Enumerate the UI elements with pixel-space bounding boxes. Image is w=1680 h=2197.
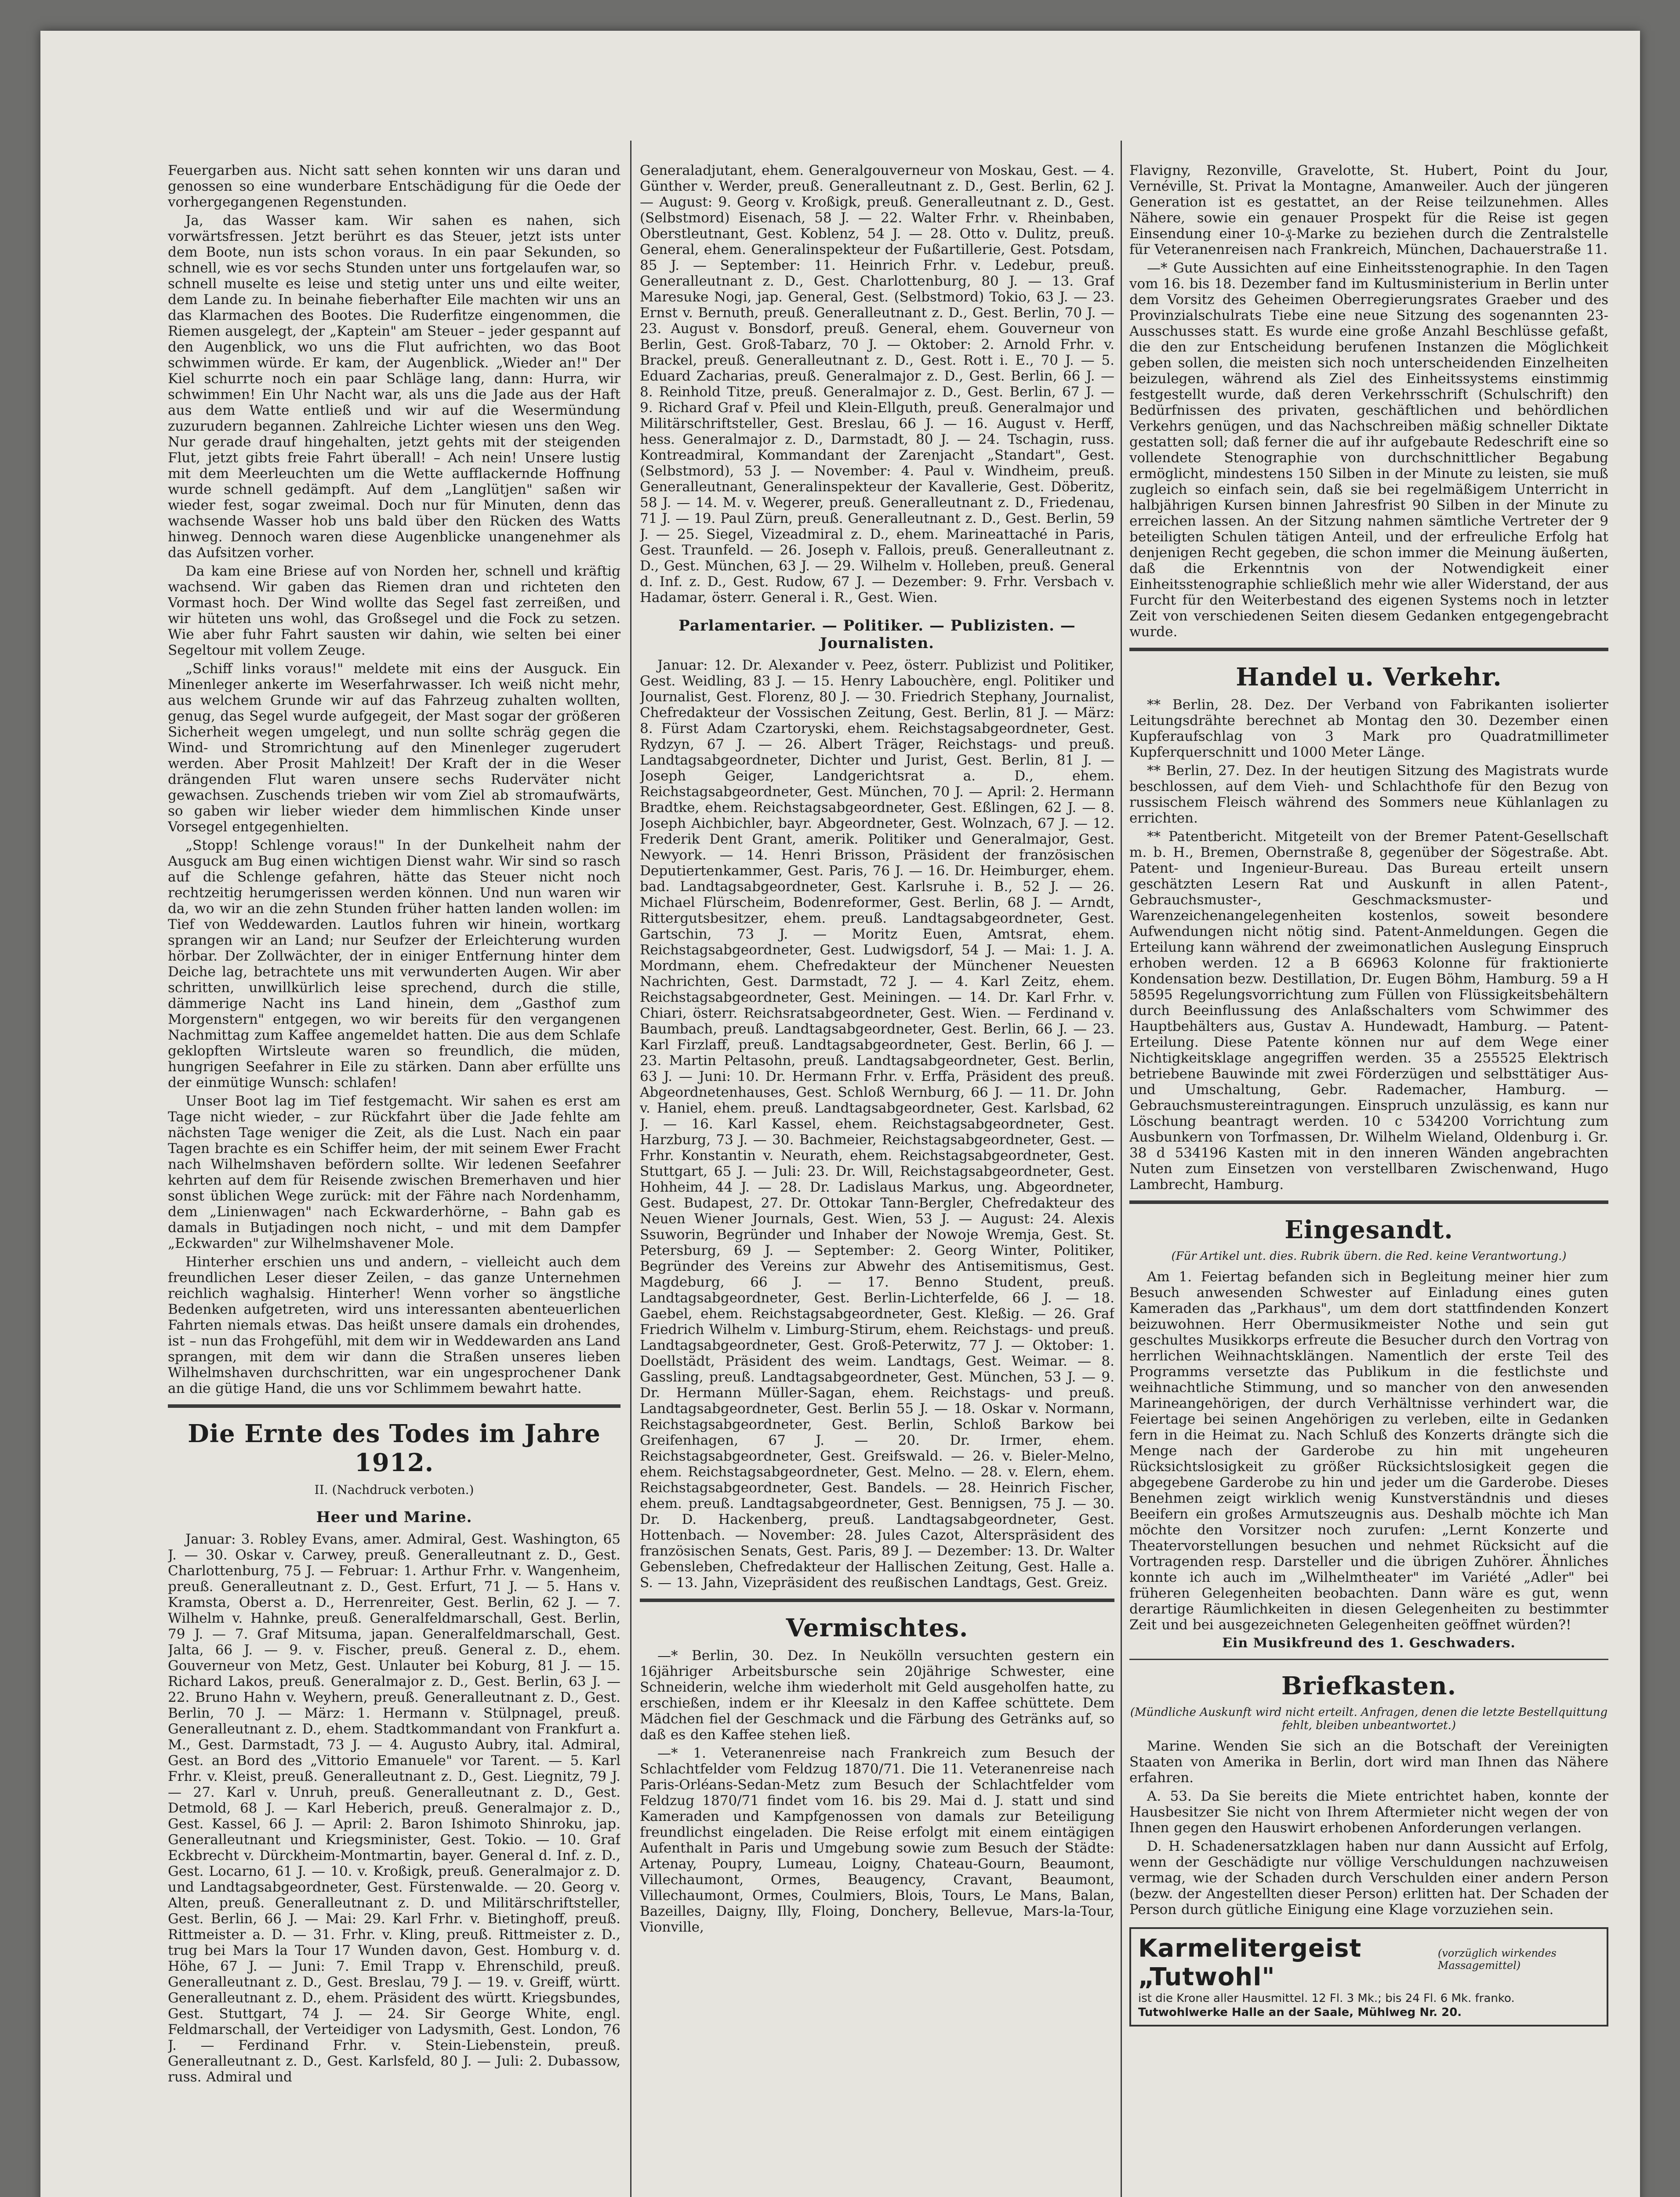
subsection-heading: Heer und Marine. (316, 1508, 472, 1526)
ad-tagline: (vorzüglich wirkendes Massagemittel) (1437, 1947, 1557, 1972)
section-heading: Eingesandt. (1284, 1215, 1453, 1244)
section-heading: Vermischtes. (786, 1613, 969, 1642)
paragraph: ** Berlin, 28. Dez. Der Verband von Fabrikanten isolierter Leitungsdrähte berechnet ab Montag den 30. Dezember einen Kupferaufschlag von 3 Mark pro Quadratmillimeter Kupferquerschnitt und 1000 Meter Länge. (1129, 697, 1608, 760)
column-2 (640, 163, 1114, 2197)
section-divider (640, 1599, 1114, 1602)
paragraph: Hinterher erschien uns und andern, – vielleicht auch dem freundlichen Leser dieser Zeilen, – das ganze Unternehmen reichlich waghalsig. Hinterher! Wenn vorher so ängstliche Bedenken aufgetreten, wird uns interessanten abenteuerlichen Fahrten niemals etwas. Das heißt unsere damals ein drohendes, ist – nun das Frohgefühl, mit dem wir in Weddewarden ans Land sprangen, mit dem wir dann die Straßen unseres lieben Wilhelmshaven durchschritten, war ein ungesprochener Dank an die gütige Hand, die uns vor Schlimmem bewahrt hatte. (168, 1254, 620, 1396)
paragraph: „Stopp! Schlenge voraus!" In der Dunkelheit nahm der Ausguck am Bug einen wichtigen Dienst wahr. Wir sind so rasch auf die Schlenge gefahren, hätte das Steuer nicht noch rechtzeitig herumgerissen werden können. Und nun waren wir da, wo wir an die zehn Stunden früher hatten landen wollen: im Tief von Weddewarden. Lautlos fuhren wir hinein, wortkarg sprangen wir an Land; nur Seufzer der Erleichterung wurden hörbar. Der Zollwächter, der in einiger Entfernung hinter dem Deiche lag, betrachtete uns mit verwunderten Augen. Wir aber schritten, unwillkürlich leise sprechend, durch die stille, dämmerige Nacht ins Land hinein, dem „Gasthof zum Morgenstern" entgegen, wo wir bereits für den vergangenen Nachmittag zum Kaffee angemeldet hatten. Die aus dem Schlafe geklopften Wirtsleute waren so freundlich, die müden, hungrigen Seefahrer in Eile zu stärken. Dann aber erfüllte uns der einmütige Wunsch: schlafen! (168, 837, 620, 1091)
paragraph: Januar: 3. Robley Evans, amer. Admiral, Gest. Washington, 65 J. — 30. Oskar v. Carwey, preuß. Generalleutnant z. D., Gest. Charlottenburg, 75 J. — Februar: 1. Arthur Frhr. v. Wangenheim, preuß. Generalleutnant z. D., Gest. Erfurt, 71 J. — 5. Hans v. Kramsta, Oberst a. D., Herrenreiter, Gest. Berlin, 62 J. — 7. Wilhelm v. Hahnke, preuß. Generalfeldmarschall, Gest. Berlin, 79 J. — 7. Graf Mitsuma, japan. Generalfeldmarschall, Gest. Jalta, 66 J. — 9. v. Fischer, preuß. General z. D., ehem. Gouverneur von Metz, Gest. Unlauter bei Koburg, 81 J. — 15. Richard Lakos, preuß. Generalmajor z. D., Gest. Berlin, 63 J. — 22. Bruno Hahn v. Weyhern, preuß. Generalleutnant z. D., Gest. Berlin, 70 J. — März: 1. Hermann v. Stülpnagel, preuß. Generalleutnant z. D., ehem. Stadtkommandant von Frankfurt a. M., Gest. Darmstadt, 73 J. — 4. Augusto Aubry, ital. Admiral, Gest. an Bord des „Vittorio Emanuele" vor Tarent. — 5. Karl Frhr. v. Kleist, preuß. Generalleutnant z. D., Gest. Liegnitz, 79 J. — 27. Karl v. Unruh, preuß. Generalleutnant z. D., Gest. Detmold, 68 J. — Karl Heberich, preuß. Generalmajor z. D., Gest. Kassel, 66 J. — April: 2. Baron Ishimoto Shinroku, jap. Generalleutnant und Kriegsminister, Gest. Tokio. — 10. Graf Eckbrecht v. Dürckheim-Montmartin, bayer. General d. Inf. z. D., Gest. Locarno, 61 J. — 10. v. Kroßigk, preuß. Generalmajor z. D. und Landtagsabgeordneter, Gest. Fürstenwalde. — 20. Georg v. Alten, preuß. Generalleutnant z. D. und Militärschriftsteller, Gest. Berlin, 66 J. — Mai: 29. Karl Frhr. v. Bietinghoff, preuß. Rittmeister a. D. — 31. Frhr. v. Kling, preuß. Rittmeister z. D., trug bei Mars la Tour 17 Wunden davon, Gest. Homburg v. d. Höhe, 67 J. — Juni: 7. Emil Trapp v. Ehrenschild, preuß. Generalleutnant z. D., Gest. Breslau, 79 J. — 19. v. Greiff, württ. Generalleutnant z. D., ehem. Präsident des württ. Kriegsbundes, Gest. Stuttgart, 74 J. — 24. Sir George White, engl. Feldmarschall, der Verteidiger von Ladysmith, Gest. London, 76 J. — Ferdinand Frhr. v. Stein-Liebenstein, preuß. Generalleutnant z. D., Gest. Karlsfeld, 80 J. — Juli: 2. Dubassow, russ. Admiral und (168, 1531, 620, 2085)
signature: Ein Musikfreund des 1. Geschwaders. (1222, 1635, 1516, 1651)
paragraph: Da kam eine Briese auf von Norden her, schnell und kräftig wachsend. Wir gaben das Riemen dran und richteten den Vormast hoch. Der Wind wollte das Segel fast zerreißen, und wir hüteten uns wohl, das Großsegel und die Fock zu setzen. Wie aber fuhr Fahrt sausten wir dahin, wie selten bei einer Segeltour mit vollem Zeuge. (168, 563, 620, 658)
section-divider (1129, 1659, 1608, 1660)
paragraph: —* 1. Veteranenreise nach Frankreich zum Besuch der Schlachtfelder vom Feldzug 1870/71. Die 11. Veteranenreise nach Paris-Orléans-Sedan-Metz zum Besuch der Schlachtfelder vom Feldzug 1870/71 findet vom 16. bis 29. Mai d. J. statt und sind Kameraden und Kampfgenossen von damals zur Beteiligung freundlichst eingeladen. Die Reise erfolgt mit einem eintägigen Aufenthalt in Paris und Umgebung sowie zum Besuch der Städte: Artenay, Poupry, Lumeau, Loigny, Chateau-Gourn, Beaumont, Villechaumont, Ormes, Beaugency, Cravant, Beaumont, Villechaumont, Ormes, Coulmiers, Blois, Tours, Le Mans, Balan, Bazeilles, Daigny, Illy, Floing, Donchery, Bellevue, Mars-la-Tour, Vionville, (640, 1745, 1114, 1935)
column-rule (630, 141, 631, 2197)
paragraph: D. H. Schadenersatzklagen haben nur dann Aussicht auf Erfolg, wenn der Geschädigte nur völlige Verschuldungen nachzuweisen vermag, wie der Schaden durch Verschulden einer andern Person (bezw. der Angestellten dieser Person) erlitten hat. Der Schaden der Person durch gütliche Einigung eine Klage vorzuziehen sein. (1129, 1838, 1608, 1918)
section-note: (Mündliche Auskunft wird nicht erteilt. Anfragen, denen die letzte Bestellquittung fehlt, bleiben unbeantwortet.) (1130, 1706, 1608, 1732)
paragraph: Marine. Wenden Sie sich an die Botschaft der Vereinigten Staaten von Amerika in Berlin, dort wird man Ihnen das Nähere erfahren. (1129, 1738, 1608, 1786)
section-heading: Briefkasten. (1281, 1671, 1457, 1700)
subsection-heading: Parlamentarier. — Politiker. — Publizisten. — Journalisten. (679, 617, 1076, 652)
paragraph: Feuergarben aus. Nicht satt sehen konnten wir uns daran und genossen so eine wunderbare Entschädigung für die Oede der vorhergegangenen Regenstunden. (168, 163, 620, 210)
paragraph: Ja, das Wasser kam. Wir sahen es nahen, sich vorwärtsfressen. Jetzt berührt es das Steuer, jetzt ists unter dem Boote, nun ists schon voraus. In ein paar Sekunden, so schnell, wie es vor sechs Stunden unter uns fortgelaufen war, so schnell muselte es leise und stetig unter uns und eilte weiter, dem Lande zu. In beinahe fieberhafter Eile machten wir uns an das Klarmachen des Bootes. Die Ruderfitze eingenommen, die Riemen ausgelegt, der „Kaptein" am Steuer – jeder gespannt auf den Augenblick, wo uns die Flut aufrichten, wo das Boot schwimmen würde. Er kam, der Augenblick. „Wieder an!" Der Kiel schurrte noch ein paar Schläge lang, dann: Hurra, wir schwimmen! Ein Uhr Nacht war, als uns die Jade aus der Haft aus dem Watte entließ und wir auf die Wesermündung zuzurudern begannen. Zahlreiche Lichter wiesen uns den Weg. Nur gerade drauf hingehalten, jetzt gehts mit der steigenden Flut, jetzt gibts freie Fahrt überall! – Ach nein! Unsere lustig mit dem Meerleuchten um die Wette aufflackernde Hoffnung wurde schnell gedämpft. Auf dem „Langlütjen" saßen wir wieder fest, sogar zweimal. Doch nur für Minuten, denn das wachsende Wasser hob uns bald über den Rücken des Watts hinweg. Dennoch waren diese Augenblicke unangenehmer als das Aufsitzen vorher. (168, 213, 620, 561)
paragraph: Januar: 12. Dr. Alexander v. Peez, österr. Publizist und Politiker, Gest. Weidling, 83 J. — 15. Henry Labouchère, engl. Politiker und Journalist, Gest. Florenz, 80 J. — 30. Friedrich Stephany, Journalist, Chefredakteur der Vossischen Zeitung, Gest. Berlin, 81 J. — März: 8. Fürst Adam Czartoryski, ehem. Reichstagsabgeordneter, Gest. Rydzyn, 67 J. — 26. Albert Träger, Reichstags- und preuß. Landtagsabgeordneter, Dichter und Jurist, Gest. Berlin, 81 J. — Joseph Geiger, Landgerichtsrat a. D., ehem. Reichstagsabgeordneter, Gest. München, 70 J. — April: 2. Hermann Bradtke, ehem. Reichstagsabgeordneter, Gest. Eßlingen, 62 J. — 8. Joseph Aichbichler, bayr. Abgeordneter, Gest. Wolnzach, 67 J. — 12. Frederik Dent Grant, amerik. Politiker und Generalmajor, Gest. Newyork. — 14. Henri Brisson, Präsident der französischen Deputiertenkammer, Gest. Paris, 76 J. — 16. Dr. Heimburger, ehem. bad. Landtagsabgeordneter, Gest. Karlsruhe i. B., 52 J. — 26. Michael Flürscheim, Bodenreformer, Gest. Berlin, 68 J. — Arndt, Rittergutsbesitzer, ehem. preuß. Landtagsabgeordneter, Gest. Gartschin, 73 J. — Moritz Euen, Amtsrat, ehem. Reichstagsabgeordneter, Gest. Ludwigsdorf, 54 J. — Mai: 1. J. A. Mordmann, ehem. Chefredakteur der Münchener Neuesten Nachrichten, Gest. Darmstadt, 72 J. — 4. Karl Zeitz, ehem. Reichstagsabgeordneter, Gest. Meiningen. — 14. Dr. Karl Frhr. v. Chiari, österr. Reichsratsabgeordneter, Gest. Wien. — Ferdinand v. Baumbach, preuß. Landtagsabgeordneter, Gest. Berlin, 66 J. — 23. Karl Firzlaff, preuß. Landtagsabgeordneter, Gest. Berlin, 66 J. — 23. Martin Peltasohn, preuß. Landtagsabgeordneter, Gest. Berlin, 63 J. — Juni: 10. Dr. Hermann Frhr. v. Erffa, Präsident des preuß. Abgeordnetenhauses, Gest. Schloß Wernburg, 66 J. — 11. Dr. John v. Haniel, ehem. preuß. Landtagsabgeordneter, Gest. Karlsbad, 62 J. — 16. Karl Kassel, ehem. Reichstagsabgeordneter, Gest. Harzburg, 73 J. — 30. Bachmeier, Reichstagsabgeordneter, Gest. — Frhr. Konstantin v. Neurath, ehem. Reichstagsabgeordneter, Gest. Stuttgart, 65 J. — Juli: 23. Dr. Will, Reichstagsabgeordneter, Gest. Hohheim, 44 J. — 28. Dr. Ladislaus Markus, ung. Abgeordneter, Gest. Budapest, 27. Dr. Ottokar Tann-Bergler, Chefredakteur des Neuen Wiener Journals, Gest. Wien, 53 J. — August: 24. Alexis Ssuworin, Begründer und Inhaber der Nowoje Wremja, Gest. St. Petersburg, 69 J. — September: 2. Georg Winter, Politiker, Begründer des Vereins zur Abwehr des Antisemitismus, Gest. Magdeburg, 66 J. — 17. Benno Student, preuß. Landtagsabgeordneter, Gest. Berlin-Lichterfelde, 66 J. — 18. Gaebel, ehem. Reichstagsabgeordneter, Gest. Kleßig. — 26. Graf Friedrich Wilhelm v. Limburg-Stirum, ehem. Reichstags- und preuß. Landtagsabgeordneter, Gest. Groß-Peterwitz, 77 J. — Oktober: 1. Doellstädt, Präsident des weim. Landtags, Gest. Weimar. — 8. Gassling, preuß. Landtagsabgeordneter, Gest. München, 53 J. — 9. Dr. Hermann Müller-Sagan, ehem. Reichstags- und preuß. Landtagsabgeordneter, Gest. Berlin 55 J. — 18. Oskar v. Normann, Reichstagsabgeordneter, Gest. Berlin, Schloß Barkow bei Greifenhagen, 67 J. — 20. Dr. Irmer, ehem. Reichstagsabgeordneter, Gest. Greifswald. — 26. v. Bieler-Melno, ehem. Reichstagsabgeordneter, Gest. Melno. — 28. v. Elern, ehem. Reichstagsabgeordneter, Gest. Bandels. — 28. Heinrich Fischer, ehem. preuß. Landtagsabgeordneter, Gest. Bennigsen, 75 J. — 30. Dr. D. Hackenberg, preuß. Landtagsabgeordneter, Gest. Hottenbach. — November: 28. Jules Cazot, Alterspräsident des französischen Senats, Gest. Paris, 89 J. — Dezember: 13. Dr. Walter Gebensleben, Chefredakteur der Hallischen Zeitung, Gest. Halle a. S. — 13. Jahn, Vizepräsident des reußischen Landtags, Gest. Greiz. (640, 657, 1114, 1591)
newspaper-page (40, 31, 1640, 2197)
paragraph: ** Patentbericht. Mitgeteilt von der Bremer Patent-Gesellschaft m. b. H., Bremen, Obernstraße 8, gegenüber der Sögestraße. Abt. Patent- und Ingenieur-Bureau. Das Bureau erteilt unsern geschätzten Lesern Rat und Auskunft in allen Patent-, Gebrauchsmuster-, Geschmacksmuster- und Warenzeichenangelegenheiten kostenlos, soweit besondere Aufwendungen nicht nötig sind. Patent-Anmeldungen. Gegen die Erteilung kann während der zweimonatlichen Auslegung Einspruch erhoben werden. 12 a B 66963 Kolonne für fraktionierte Kondensation bezw. Destillation, Dr. Eugen Böhm, Hamburg. 59 a H 58595 Regelungsvorrichtung zum Füllen von Flüssigkeitsbehältern durch Beeinflussung des Anlaßschalters vom Schwimmer des Hauptbehälters aus, Gustav A. Hundewadt, Hamburg. — Patent-Erteilung. Diese Patente können nur auf dem Wege einer Nichtigkeitsklage angegriffen werden. 35 a 255525 Elektrisch betriebene Bauwinde mit zwei Förderzügen und selbsttätiger Aus- und Umschaltung, Gebr. Rademacher, Hamburg. — Gebrauchsmustereintragungen. Einspruch unzulässig, es kann nur Löschung beantragt werden. 10 c 534200 Vorrichtung zum Ausbunkern von Torfmassen, Dr. Wilhelm Wieland, Oldenburg i. Gr. 38 d 534196 Kasten mit in den inneren Wänden angebrachten Nuten zum Einsetzen von verstellbaren Zwischenwand, Hugo Lambrecht, Hamburg. (1129, 829, 1608, 1193)
paragraph: —* Berlin, 30. Dez. In Neukölln versuchten gestern ein 16jähriger Arbeitsbursche sein 20jährige Schwester, eine Schneiderin, welche ihm wiederholt mit Geld ausgeholfen hatte, zu erschießen, indem er ihr Kleesalz in den Kaffee schüttete. Dem Mädchen fiel der Geschmack und die Färbung des Getränks auf, so daß es den Kaffee stehen ließ. (640, 1648, 1114, 1743)
ad-header (1138, 1934, 1600, 1991)
section-note: (Für Artikel unt. dies. Rubrik übern. die Red. keine Verantwortung.) (1171, 1250, 1567, 1263)
section-divider (1129, 1200, 1608, 1204)
section-heading: Die Ernte des Todes im Jahre 1912. (188, 1419, 601, 1477)
paragraph: Flavigny, Rezonville, Gravelotte, St. Hubert, Point du Jour, Vernéville, St. Privat la Montagne, Amanweiler. Auch der jüngeren Generation ist es gestattet, an der Reise teilzunehmen. Alles Nähere, sowie ein genauer Prospekt für die Reise ist gegen Einsendung einer 10-₰-Marke zu beziehen durch die Zentralstelle für Veteranenreisen nach Frankreich, München, Dachauerstraße 11. (1129, 163, 1608, 257)
ad-brand: Karmelitergeist „Tutwohl" (1138, 1934, 1362, 1991)
section-divider (168, 1404, 620, 1408)
paragraph: ** Berlin, 27. Dez. In der heutigen Sitzung des Magistrats wurde beschlossen, auf dem Vieh- und Schlachthofe für den Bezug von russischem Fleisch während des Sommers neue Kühlanlagen zu errichten. (1129, 763, 1608, 826)
ad-line: ist die Krone aller Hausmittel. 12 Fl. 3 Mk.; bis 24 Fl. 6 Mk. franko. (1138, 1992, 1515, 2005)
column-rule (1121, 141, 1122, 2197)
paragraph: Am 1. Feiertag befanden sich in Begleitung meiner hier zum Besuch anwesenden Schwester auf Einladung eines guten Kameraden das „Parkhaus", um dem dort stattfindenden Konzert beizuwohnen. Herr Obermusikmeister Nothe und sein gut geschultes Musikkorps erfreute die Besucher durch den Vortrag von herrlichen Weihnachtsklängen. Namentlich der erste Teil des Programms versetzte das Publikum in die festlichste und weihnachtliche Stimmung, und so mancher von den anwesenden Marineangehörigen, der durch Verhältnisse verhindert war, die Feiertage bei seinen Angehörigen zu verleben, eilte in Gedanken fern in die Heimat zu. Nach Schluß des Konzerts drängte sich die Menge nach der Garderobe zu hin mit ungeheuren Rücksichtslosigkeit zu größer Rücksichtslosigkeit gegen die abgegebene Garderobe zu hin und jeder um die Garderobe. Dieses Benehmen zeigt wirklich wenig Kunstverständnis und dieses Beeifern ein großes Armutszeugnis aus. Deshalb möchte ich Man möchte den Vorsitzer noch zurufen: „Lernt Konzerte und Theatervorstellungen besuchen und nehmet Rücksicht auf die Vortragenden resp. Darsteller und die übrigen Zuhörer. Ähnliches konnte ich auch im „Wilhelmtheater" im Variété „Adler" bei früheren Gelegenheiten beobachten. Dann wäre es gut, wenn derartige Räumlichkeiten in diesen Gelegenheiten zu bestimmter Zeit und bei ausgezeichneten Gelegenheiten geöffnet würden?! (1129, 1269, 1608, 1633)
paragraph: Unser Boot lag im Tief festgemacht. Wir sahen es erst am Tage nicht wieder, – zur Rückfahrt über die Jade fehlte am nächsten Tage weniger die Zeit, als die Lust. Nach ein paar Tagen brachte es ein Schiffer heim, der mit seinem Ewer Fracht nach Wilhelmshaven befördern sollte. Wir ledenen Seefahrer kehrten auf dem für Reisende zwischen Bremerhaven und hier sonst üblichen Wege zurück: mit der Fähre nach Nordenhamm, dem „Linienwagen" nach Eckwarderhörne, – Bahn gab es damals in Butjadingen noch nicht, – und mit dem Dampfer „Eckwarden" zur Wilhelmshavener Mole. (168, 1093, 620, 1251)
section-heading: Handel u. Verkehr. (1236, 663, 1502, 692)
paragraph: A. 53. Da Sie bereits die Miete entrichtet haben, konnte der Hausbesitzer Sie nicht von Ihrem Aftermieter nicht wegen der von Ihnen gegen den Hauswirt erhobenen Anforderungen verlangen. (1129, 1788, 1608, 1836)
ad-address: Tutwohlwerke Halle an der Saale, Mühlweg Nr. 20. (1138, 2006, 1462, 2019)
section-divider (1129, 648, 1608, 651)
reprint-note: (Nachdruck verboten.) (332, 1483, 474, 1497)
part-number: II. (314, 1483, 328, 1497)
paragraph: Generaladjutant, ehem. Generalgouverneur von Moskau, Gest. — 4. Günther v. Werder, preuß. Generalleutnant z. D., Gest. Berlin, 62 J. — August: 9. Georg v. Kroßigk, preuß. Generalleutnant z. D., Gest. (Selbstmord) Eisenach, 58 J. — 22. Walter Frhr. v. Rheinbaben, Oberstleutnant, Gest. Koblenz, 54 J. — 28. Otto v. Dulitz, preuß. General, ehem. Generalinspekteur der Fußartillerie, Gest. Potsdam, 85 J. — September: 11. Heinrich Frhr. v. Ledebur, preuß. Generalleutnant z. D., Gest. Charlottenburg, 80 J. — 13. Graf Maresuke Nogi, jap. General, Gest. (Selbstmord) Tokio, 63 J. — 23. Ernst v. Bernuth, preuß. Generalleutnant z. D., Gest. Berlin, 70 J. — 23. August v. Bonsdorf, preuß. General, ehem. Gouverneur von Berlin, Gest. Groß-Tabarz, 70 J. — Oktober: 2. Arnold Frhr. v. Brackel, preuß. Generalleutnant z. D., Gest. Rott i. E., 70 J. — 5. Eduard Zacharias, preuß. Generalmajor z. D., Gest. Berlin, 66 J. — 8. Reinhold Titze, preuß. Generalmajor z. D., Gest. Berlin, 67 J. — 9. Richard Graf v. Pfeil und Klein-Ellguth, preuß. Generalmajor und Militärschriftsteller, Gest. Breslau, 66 J. — 16. August v. Herff, hess. Generalmajor z. D., Darmstadt, 80 J. — 24. Tschagin, russ. Kontreadmiral, Kommandant der Zarenjacht „Standart", Gest. (Selbstmord), 53 J. — November: 4. Paul v. Windheim, preuß. Generalleutnant, Generalinspekteur der Kavallerie, Gest. Döberitz, 58 J. — 14. M. v. Wegerer, preuß. Generalleutnant z. D., Friedenau, 71 J. — 19. Paul Zürn, preuß. Generalleutnant z. D., Gest. Berlin, 59 J. — 25. Siegel, Vizeadmiral z. D., ehem. Marineattaché in Paris, Gest. Traunfeld. — 26. Joseph v. Fallois, preuß. Generalleutnant z. D., Gest. München, 63 J. — 29. Wilhelm v. Holleben, preuß. General d. Inf. z. D., Gest. Rudow, 67 J. — Dezember: 9. Frhr. Versbach v. Hadamar, österr. General i. R., Gest. Wien. (640, 163, 1114, 605)
section-part (168, 1483, 620, 1497)
paragraph: —* Gute Aussichten auf eine Einheitsstenographie. In den Tagen vom 16. bis 18. Dezember fand im Kultusministerium in Berlin unter dem Vorsitz des Geheimen Oberregierungsrates Graeber und des Provinzialschulrats Tiebe eine neue Sitzung des sogenannten 23-Ausschusses statt. Es wurde eine große Anzahl Beschlüsse gefaßt, die den zur Entscheidung berufenen Instanzen die Möglichkeit geben sollen, die meisten sich noch unterscheidenden Einzelheiten beizulegen, während als Ziel des Einheitssystems einstimmig festgestellt wurde, daß deren Verkehrsschrift (Schulschrift) den Bedürfnissen des privaten, geschäftlichen und behördlichen Verkehrs genügen, und das Nachschreiben mäßig schneller Diktate gestatten soll; daß ferner die auf ihr aufgebaute Redeschrift eine so vollendete Stenographie von durchschnittlicher Begabung ermöglicht, mindestens 150 Silben in der Minute zu leisten, sie muß zugleich so einfach sein, daß sie bei regelmäßigem Unterricht in halbjährigen Kursen binnen Jahresfrist 90 Silben in der Minute zu erreichen lassen. An der Sitzung nahmen sämtliche Vertreter der 9 beteiligten Schulen tätigen Anteil, und der erfreuliche Erfolg hat denjenigen Recht gegeben, die schon immer die Meinung äußerten, daß die Erkenntnis von der Notwendigkeit einer Einheitsstenographie schließlich mehr wie aller Widerstand, der aus Furcht für den Weiterbestand des eigenen Systems noch in letzter Zeit von verschiedenen Seiten diesem Gedanken entgegengebracht wurde. (1129, 260, 1608, 640)
paragraph: „Schiff links voraus!" meldete mit eins der Ausguck. Ein Minenleger ankerte im Weserfahrwasser. Ich weiß nicht mehr, aus welchem Grunde wir auf das Fahrzeug zuhalten wollten, genug, das Segel wurde aufgegeit, der Mast sogar der größeren Sicherheit wegen umgelegt, und nun sollte schräg gegen die Wind- und Stromrichtung auf den Minenleger zugerudert werden. Aber Prosit Mahlzeit! Der Kraft der in die Weser drängenden Flut waren unsere sechs Ruderväter nicht gewachsen. Zuschends trieben wir vom Ziel ab stromaufwärts, so gaben wir lieber wieder dem himmlischen Kinde unser Vorsegel entgegenhielten. (168, 661, 620, 835)
column-1 (168, 163, 620, 2197)
advertisement (1129, 1927, 1608, 2027)
column-3 (1129, 163, 1608, 2197)
